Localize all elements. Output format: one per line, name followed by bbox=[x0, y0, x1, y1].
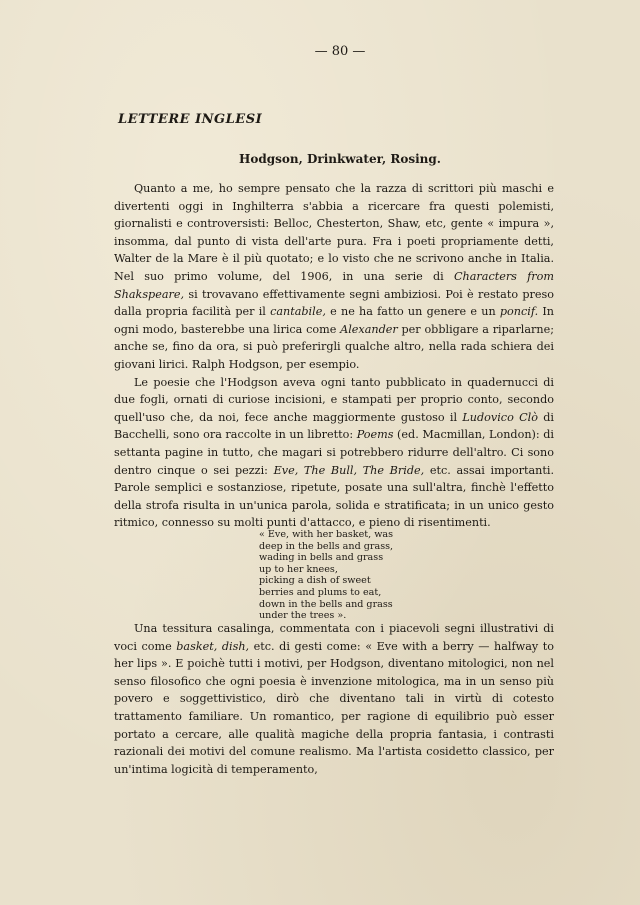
page-number: — 80 — bbox=[314, 44, 366, 59]
poem-line: « Eve, with her basket, was bbox=[259, 529, 394, 540]
section-title: LETTERE INGLESI bbox=[118, 112, 263, 127]
poem-line: deep in the bells and grass, bbox=[259, 540, 394, 552]
poem-quote bbox=[259, 529, 393, 622]
poem-line: down in the bells and grass bbox=[259, 598, 393, 610]
poem-line: picking a dish of sweet bbox=[259, 575, 371, 587]
paragraph-3: Una tessitura casalinga, commentata con i piacevoli segni illustrativi di voci come basket, dish, etc. di gesti come: « Eve with a berry — halfway to her lips ». E poichè tutti i motivi, per Hodgson, diventano mitologici, non nel senso filosofico che ogni poesia è invenzione mitologica, ma in un senso più povero e soggettivistico, dirò che diventano tali in virtù di cotesto trattamento familiare. Un romantico, per ragione di equilibrio può esser portato a cercare, alle qualità magiche della propria fantasia, i contrasti razionali dei motivi del comune realismo. Ma l'artista cosidetto classico, per un'intima logicità di temperamento, bbox=[114, 622, 555, 776]
article-body-bottom bbox=[114, 620, 554, 778]
poem-line: berries and plums to eat, bbox=[259, 586, 382, 598]
poem-line: wading in bells and grass bbox=[259, 552, 384, 564]
paragraph-2: Le poesie che l'Hodgson aveva ogni tanto pubblicato in quadernucci di due fogli, ornati di curiose incisioni, e stampati per proprio conto, secondo quell'uso che, da noi, fece anche maggiormente gustoso il Ludovico Clò di Bacchelli, sono ora raccolte in un libretto: Poems (ed. Macmillan, London): di settanta pagine in tutto, che magari si potrebbero ridurre dell'altro. Ci sono dentro cinque o sei pezzi: Eve, The Bull, The Bride, etc. assai importanti. Parole semplici e sostanziose, ripetute, posate una sull'altra, finchè l'effetto della strofa risulta in un'unica parola, solida e stratificata; in un unico gesto ritmico, connesso su molti punti d'attacco, e pieno di risentimenti. bbox=[114, 375, 554, 530]
paragraph-1: Quanto a me, ho sempre pensato che la razza di scrittori più maschi e divertenti oggi in Inghilterra s'abbia a ricercare fra questi polemisti, giornalisti e controversisti: Belloc, Chesterton, Shaw, etc, gente « impura », insomma, dal punto di vista dell'arte pura. Fra i poeti propriamente detti, Walter de la Mare è il più quotato; e lo visto che ne scrivono anche in Italia. Nel suo primo volume, del 1906, in una serie di Characters from Shakspeare, si trovavano effettivamente segni ambiziosi. Poi è restato preso dalla propria facilità per il cantabile, e ne ha fatto un genere e un poncif. In ogni modo, basterebbe una lirica come Alexander per obbligare a riparlarne; anche se, fino da ora, si può preferirgli qualche altro, nella rada schiera dei giovani lirici. Ralph Hodgson, per esempio. bbox=[114, 182, 554, 371]
article-title: Hodgson, Drinkwater, Rosing. bbox=[239, 152, 441, 166]
poem-line: up to her knees, bbox=[259, 563, 338, 575]
poem-line: under the trees ». bbox=[259, 610, 347, 622]
article-body-top bbox=[114, 180, 554, 532]
